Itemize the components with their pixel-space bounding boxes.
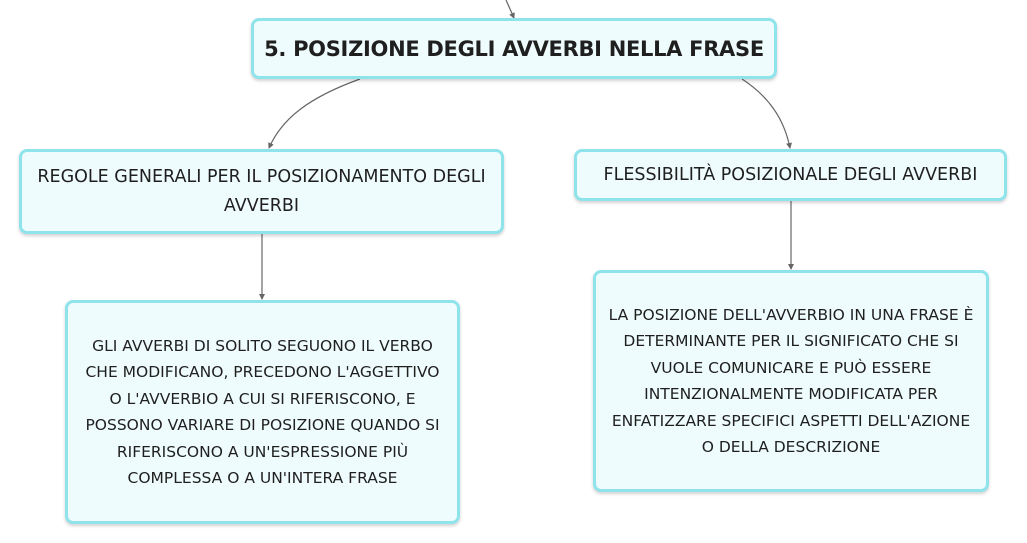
general-rules-detail-text: GLI AVVERBI DI SOLITO SEGUONO IL VERBO CHE MODIFICANO, PRECEDONO L'AGGETTIVO O L'AVVERBIO A CUI SI RIFERISCONO, E POSSONO VARIARE DI POSIZIONE QUANDO SI RIFERISCONO A UN'ESPRESSIONE PIÙ COMPLESSA O A UN'INTERA FRASE xyxy=(85,336,440,487)
positional-flexibility-label: FLESSIBILITÀ POSIZIONALE DEGLI AVVERBI xyxy=(603,165,978,185)
root-topic-node[interactable] xyxy=(251,18,777,79)
positional-flexibility-detail-text: LA POSIZIONE DELL'AVVERBIO IN UNA FRASE È DETERMINANTE PER IL SIGNIFICATO CHE SI VUOLE COMUNICARE E PUÒ ESSERE INTENZIONALMENTE MODIFICATA PER ENFATIZZARE SPECIFICI ASPETTI DELL'AZIONE O DELLA DESCRIZIONE xyxy=(608,305,974,456)
general-rules-detail-node[interactable] xyxy=(65,300,460,524)
root-to-left-branch-connector xyxy=(269,79,360,148)
general-rules-label: REGOLE GENERALI PER IL POSIZIONAMENTO DEGLI AVVERBI xyxy=(37,166,486,216)
positional-flexibility-node[interactable] xyxy=(574,149,1007,201)
positional-flexibility-detail-node[interactable] xyxy=(593,270,989,492)
root-topic-label: 5. POSIZIONE DEGLI AVVERBI NELLA FRASE xyxy=(264,36,764,61)
incoming-connector xyxy=(506,0,514,18)
general-rules-node[interactable] xyxy=(19,149,504,234)
root-to-right-branch-connector xyxy=(742,79,790,148)
